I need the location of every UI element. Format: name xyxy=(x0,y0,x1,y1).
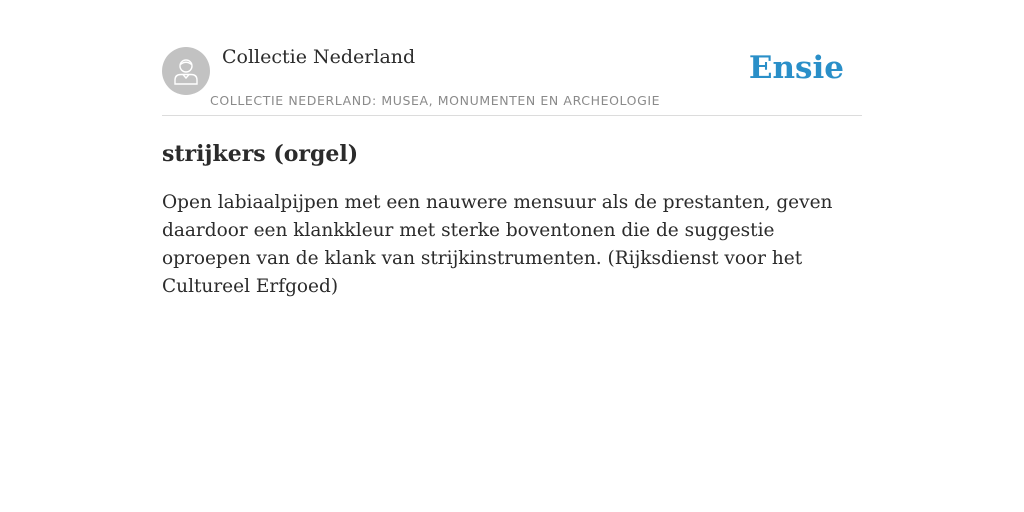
user-avatar-icon xyxy=(170,55,202,87)
entry-header xyxy=(162,40,862,116)
content-wrapper xyxy=(162,40,862,301)
brand-logo[interactable]: Ensie xyxy=(748,50,844,86)
author-avatar[interactable] xyxy=(162,47,210,95)
entry-definition: Open labiaalpijpen met een nauwere mensuur als de prestanten, geven daardoor een klankkleur met sterke boventonen die de suggestie oproepen van de klank van strijkinstrumenten. (Rijksdienst voor het Cultureel Erfgoed) xyxy=(162,192,833,297)
source-subtitle[interactable]: COLLECTIE NEDERLAND: MUSEA, MONUMENTEN EN ARCHEOLOGIE xyxy=(210,93,661,108)
entry-term: strijkers (orgel) xyxy=(162,141,359,167)
author-name[interactable]: Collectie Nederland xyxy=(222,46,416,68)
